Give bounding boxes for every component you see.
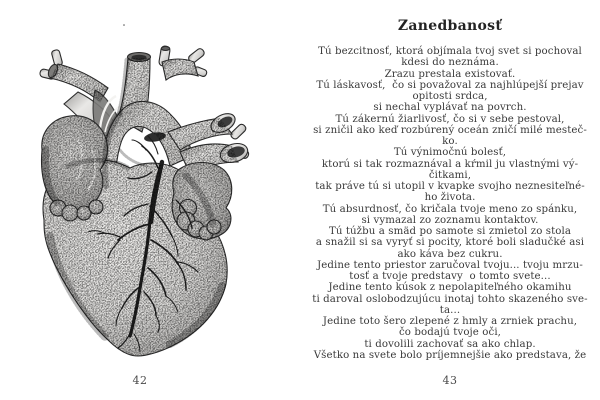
- text-line: Jedine toto šero zlepené z hmly a zrniek prachu,: [322, 316, 578, 327]
- text-line: tak práve tú si utopil v kvapke svojho neznesiteľné-: [315, 181, 585, 192]
- text-line: si nechal vyplávať na povrch.: [373, 102, 527, 114]
- right-page: [300, 0, 600, 400]
- text-line: čitkami,: [428, 169, 472, 181]
- page-number-right: 43: [442, 374, 458, 387]
- text-line: kdesi do neznáma.: [401, 57, 499, 69]
- text-line: Tú túžbu a smäd po samote si zmietol zo stola: [328, 226, 572, 237]
- text-line: Tú absurdnosť, čo kričala tvoje meno zo spánku,: [322, 203, 578, 215]
- chapter-title: Zanedbanosť: [397, 18, 503, 34]
- stipple-texture: [35, 40, 255, 370]
- text-line: ktorú si tak rozmaznával a kŕmil ju vlastnými vý-: [321, 158, 579, 170]
- text-line: ko.: [442, 136, 458, 147]
- text-line: opitosti srdca,: [412, 91, 488, 102]
- text-line: a snažil si sa vyryť si pocity, ktoré boli sladučké asi: [315, 237, 585, 249]
- text-line: ta...: [439, 304, 461, 316]
- text-line: Všetko na svete bolo príjemnejšie ako predstava, že: [313, 349, 587, 361]
- body-text: [300, 46, 600, 361]
- text-line: Tú výnimočnú bolesť,: [393, 147, 507, 159]
- text-line: tosť a tvoje predstavy o tomto svete...: [349, 271, 551, 282]
- stray-ink-dot: [123, 24, 125, 26]
- text-line: ti dovolili zachovať sa ako chlap.: [364, 338, 536, 350]
- text-line: Tú láskavosť, čo si považoval za najhlúpejší prejav: [316, 79, 584, 91]
- text-line: čo bodajú tvoje oči,: [398, 327, 502, 339]
- text-line: Jedine tento priestor zaručoval tvoju... tvoju mrzu-: [317, 259, 583, 271]
- text-line: ho života.: [424, 192, 476, 204]
- text-line: Zrazu prestala existovať.: [384, 68, 516, 80]
- text-line: Jedine tento kúsok z nepolapiteľného okamihu: [328, 282, 572, 294]
- page-number-left: 42: [132, 374, 148, 387]
- text-line: si vymazal zo zoznamu kontaktov.: [361, 214, 539, 226]
- text-line: Tú zákernú žiarlivosť, čo si v sebe pestoval,: [335, 113, 565, 125]
- text-line: ti daroval oslobodzujúcu inotaj tohto skazeného sve-: [312, 293, 588, 305]
- text-line: Tú bezcitnosť, ktorá objímala tvoj svet si pochoval: [318, 46, 582, 57]
- text-line: ako káva bez cukru.: [397, 248, 503, 260]
- text-line: si zničil ako keď rozbúrený oceán zničí milé mesteč-: [313, 124, 587, 136]
